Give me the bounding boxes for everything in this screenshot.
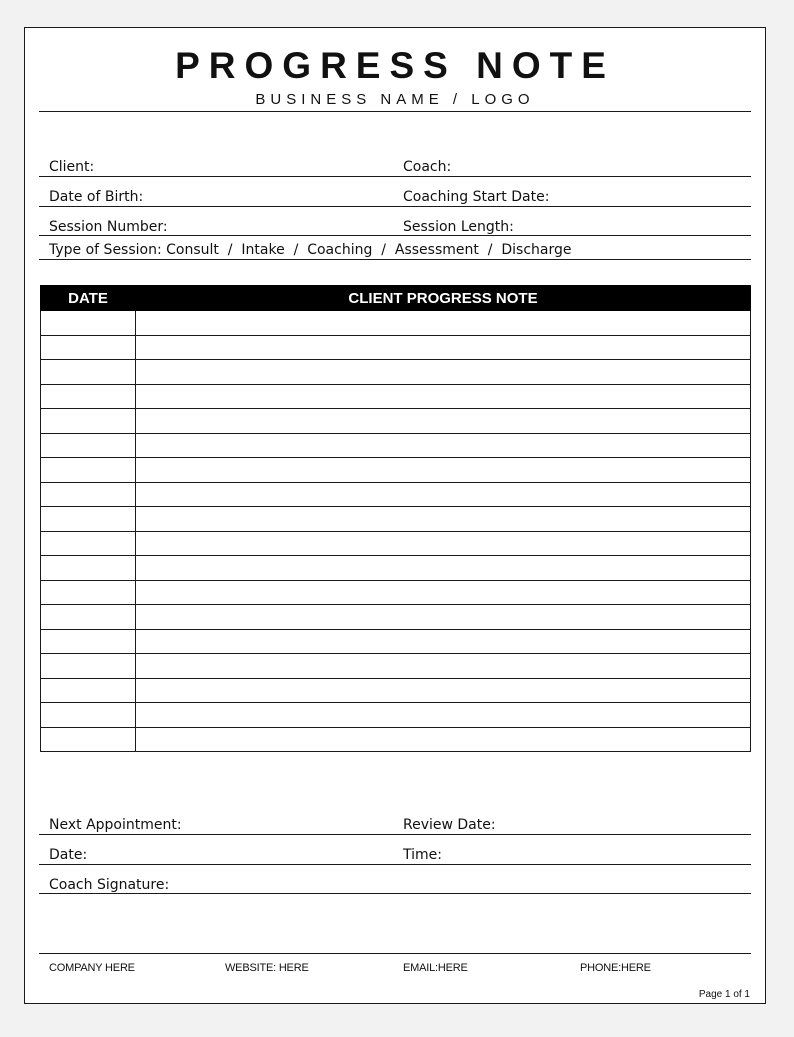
progress-note-cell[interactable]	[136, 531, 751, 556]
table-row	[41, 678, 751, 703]
table-row	[41, 531, 751, 556]
progress-note-cell[interactable]	[136, 458, 751, 483]
next-appointment-label: Next Appointment:	[49, 817, 182, 833]
date-of-birth-label: Date of Birth:	[49, 189, 144, 205]
date-cell[interactable]	[41, 678, 136, 703]
table-row	[41, 556, 751, 581]
table-row	[41, 482, 751, 507]
coach-signature-label: Coach Signature:	[49, 877, 170, 893]
date-cell[interactable]	[41, 409, 136, 434]
table-row	[41, 654, 751, 679]
date-time-line[interactable]	[39, 864, 751, 865]
footer-website: WEBSITE: HERE	[225, 962, 309, 974]
table-row	[41, 433, 751, 458]
table-row	[41, 629, 751, 654]
coaching-start-date-label: Coaching Start Date:	[403, 189, 550, 205]
business-name-logo: BUSINESS NAME / LOGO	[255, 91, 535, 108]
progress-note-column-header: CLIENT PROGRESS NOTE	[136, 286, 751, 311]
progress-note-cell[interactable]	[136, 409, 751, 434]
progress-note-cell[interactable]	[136, 703, 751, 728]
review-date-label: Review Date:	[403, 817, 496, 833]
date-cell[interactable]	[41, 629, 136, 654]
date-cell[interactable]	[41, 482, 136, 507]
date-label: Date:	[49, 847, 88, 863]
table-row	[41, 507, 751, 532]
progress-note-cell[interactable]	[136, 482, 751, 507]
table-row	[41, 727, 751, 752]
table-row	[41, 605, 751, 630]
date-cell[interactable]	[41, 727, 136, 752]
footer-divider	[39, 953, 751, 954]
coach-field-label: Coach:	[403, 159, 452, 175]
date-cell[interactable]	[41, 507, 136, 532]
progress-note-cell[interactable]	[136, 727, 751, 752]
session-number-label: Session Number:	[49, 219, 168, 235]
progress-note-cell[interactable]	[136, 654, 751, 679]
date-cell[interactable]	[41, 580, 136, 605]
table-row	[41, 703, 751, 728]
date-cell[interactable]	[41, 458, 136, 483]
table-row	[41, 458, 751, 483]
type-of-session-label: Type of Session: Consult / Intake / Coaching / Assessment / Discharge	[49, 242, 572, 258]
dob-start-date-line[interactable]	[39, 206, 751, 207]
footer-company: COMPANY HERE	[49, 962, 135, 974]
table-row	[41, 409, 751, 434]
progress-note-cell[interactable]	[136, 311, 751, 336]
date-cell[interactable]	[41, 531, 136, 556]
progress-note-cell[interactable]	[136, 580, 751, 605]
client-field-label: Client:	[49, 159, 95, 175]
progress-note-cell[interactable]	[136, 556, 751, 581]
table-row	[41, 384, 751, 409]
progress-note-cell[interactable]	[136, 360, 751, 385]
client-coach-line[interactable]	[39, 176, 751, 177]
progress-note-cell[interactable]	[136, 678, 751, 703]
date-cell[interactable]	[41, 311, 136, 336]
date-cell[interactable]	[41, 335, 136, 360]
session-length-label: Session Length:	[403, 219, 514, 235]
time-label: Time:	[403, 847, 442, 863]
coach-signature-line[interactable]	[39, 893, 751, 894]
date-cell[interactable]	[41, 654, 136, 679]
progress-note-cell[interactable]	[136, 384, 751, 409]
footer-email: EMAIL:HERE	[403, 962, 468, 974]
type-of-session-line[interactable]	[39, 259, 751, 260]
footer-phone: PHONE:HERE	[580, 962, 651, 974]
table-header-row	[41, 286, 751, 311]
date-cell[interactable]	[41, 433, 136, 458]
date-cell[interactable]	[41, 384, 136, 409]
progress-note-page	[24, 27, 766, 1004]
table-row	[41, 335, 751, 360]
date-cell[interactable]	[41, 556, 136, 581]
date-cell[interactable]	[41, 360, 136, 385]
date-column-header: DATE	[41, 286, 136, 311]
page-number: Page 1 of 1	[698, 989, 750, 1000]
date-cell[interactable]	[41, 605, 136, 630]
table-row	[41, 311, 751, 336]
progress-note-cell[interactable]	[136, 433, 751, 458]
progress-note-cell[interactable]	[136, 335, 751, 360]
table-row	[41, 360, 751, 385]
table-row	[41, 580, 751, 605]
progress-note-cell[interactable]	[136, 507, 751, 532]
progress-note-cell[interactable]	[136, 629, 751, 654]
page-title: PROGRESS NOTE	[175, 45, 615, 86]
next-appointment-line[interactable]	[39, 834, 751, 835]
header-divider	[39, 111, 751, 112]
progress-note-cell[interactable]	[136, 605, 751, 630]
progress-note-table	[40, 285, 751, 752]
table-body	[41, 311, 751, 752]
session-number-length-line[interactable]	[39, 235, 751, 236]
date-cell[interactable]	[41, 703, 136, 728]
